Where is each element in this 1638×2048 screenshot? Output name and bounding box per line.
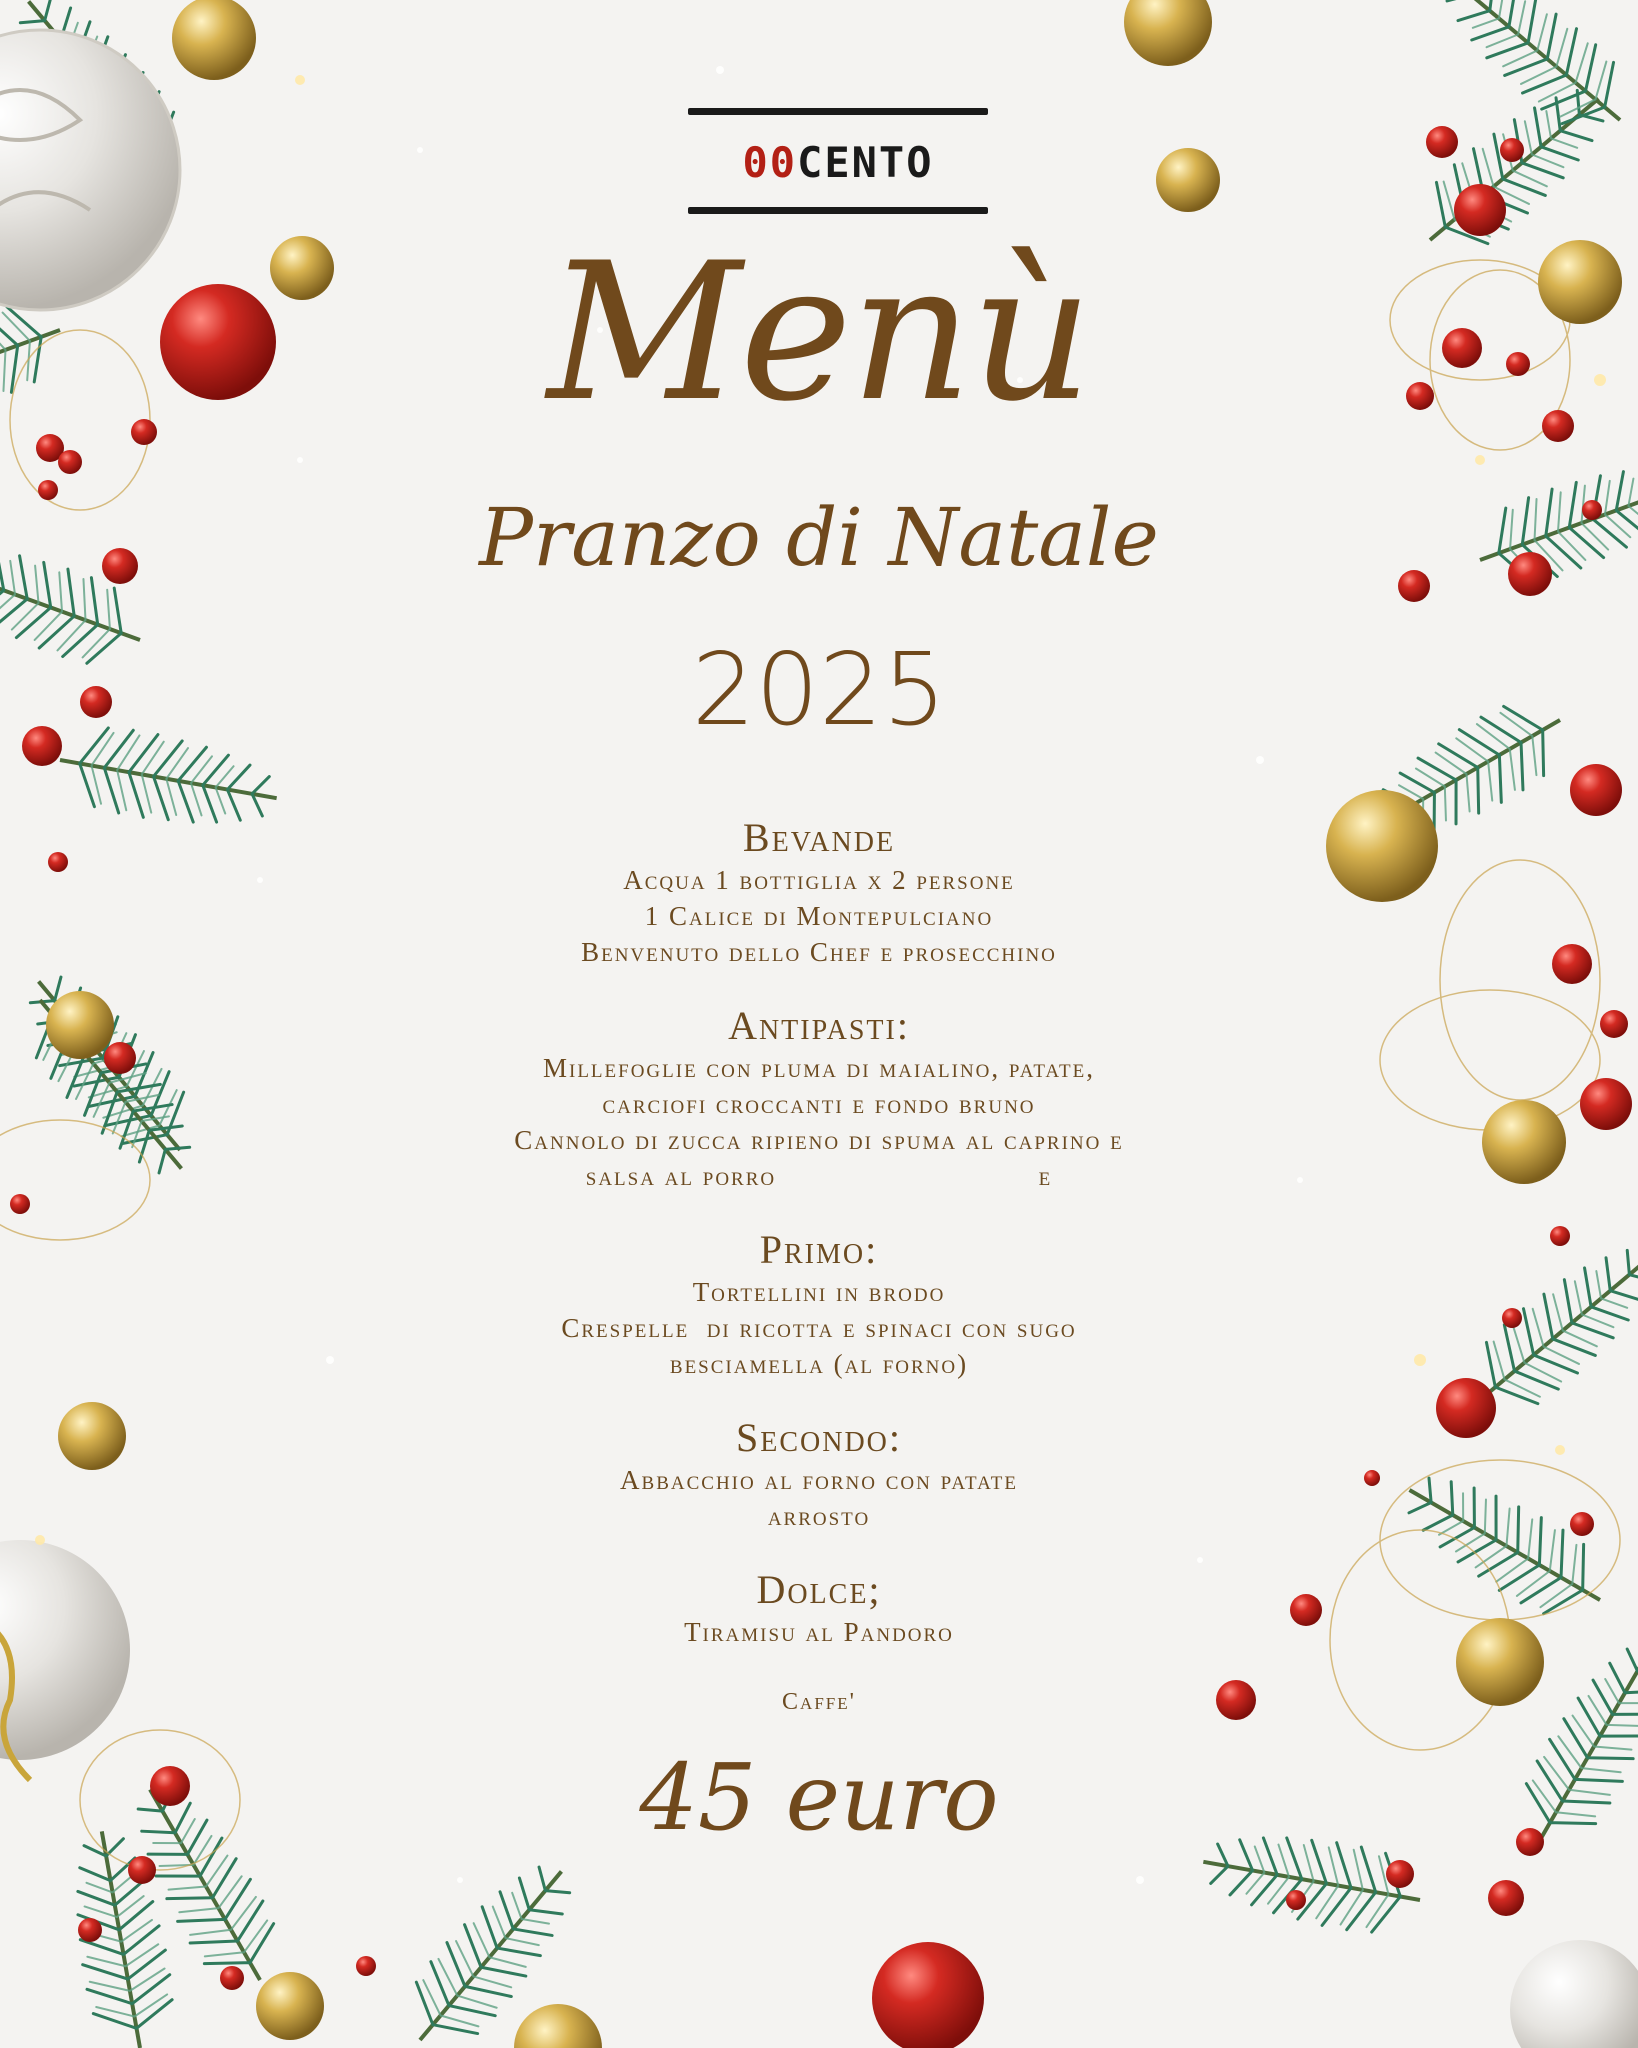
logo-prefix: 00 [742,138,798,187]
logo-bottom-bar [688,207,988,214]
menu-item: Acqua 1 bottiglia x 2 persone [623,865,1015,895]
section-heading-secondo: Secondo: [735,1415,903,1460]
menu-item: Cannolo di zucca ripieno di spuma al caprino e [514,1125,1124,1155]
menu-item: Millefoglie con pluma di maialino, patate, [542,1053,1095,1083]
menu-year: 2025 [691,631,947,748]
logo-name: CENTO [797,138,934,187]
section-heading-dolce: Dolce; [756,1567,882,1612]
menu-item: salsa al porro e [585,1161,1053,1191]
logo-text [688,138,988,187]
menu-item: carciofi croccanti e fondo bruno [602,1089,1036,1119]
section-heading-primo: Primo: [759,1227,879,1272]
menu-item: Crespelle di ricotta e spinaci con sugo [561,1313,1077,1343]
menu-item: Tortellini in brodo [692,1277,946,1307]
menu-extra-caffe: Caffe' [782,1689,856,1715]
logo [688,108,988,220]
logo-top-bar [688,108,988,115]
menu-item: Benvenuto dello Chef e prosecchino [581,937,1057,967]
menu-subtitle: Pranzo di Natale [479,491,1159,584]
menu-item: Tiramisu al Pandoro [684,1617,954,1647]
menu-item: Abbacchio al forno con patate [620,1465,1018,1495]
menu-title: Menù [547,222,1091,443]
menu-price: 45 euro [639,1744,999,1851]
section-heading-bevande: Bevande [742,815,896,860]
menu-item: arrosto [767,1501,871,1531]
menu-item: besciamella (al forno) [669,1349,969,1379]
section-heading-antipasti: Antipasti: [728,1003,910,1048]
menu-item: 1 Calice di Montepulciano [644,901,994,931]
